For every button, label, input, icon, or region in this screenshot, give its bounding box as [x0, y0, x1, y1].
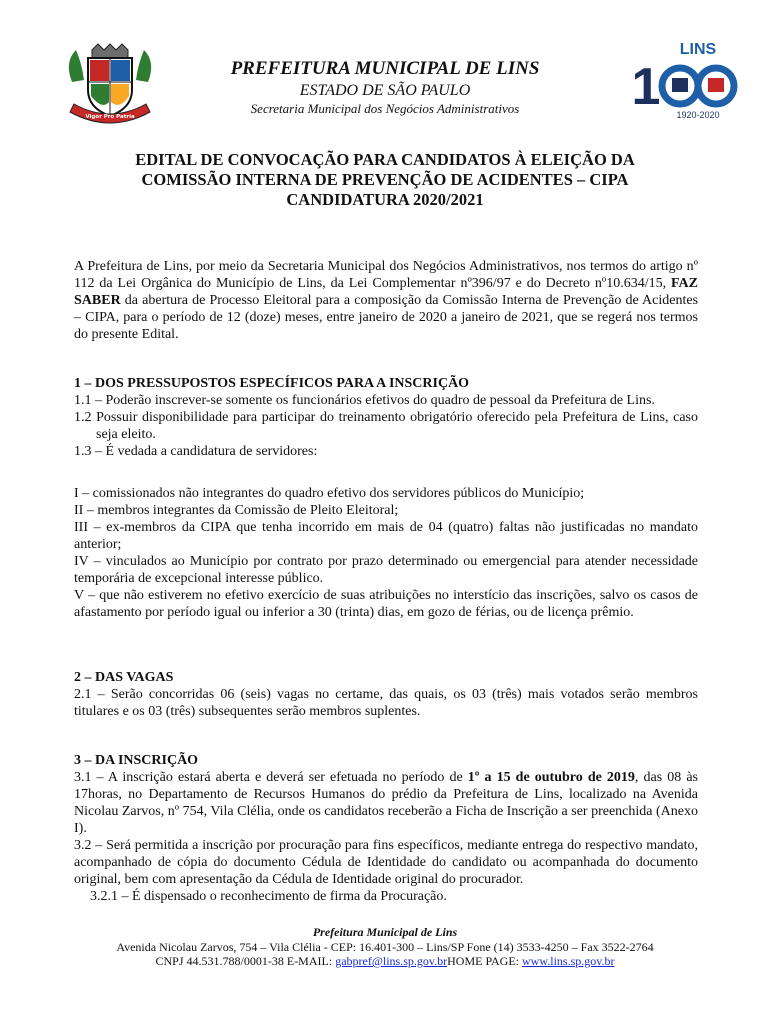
- svg-text:1: 1: [632, 58, 661, 116]
- roman-item: III – ex-membros da CIPA que tenha incorrido em mais de 04 (quatro) faltas não justificadas no mandato anterior;: [74, 520, 698, 552]
- section-3-subitem: 3.2.1 – É dispensado o reconhecimento de firma da Procuração.: [90, 889, 447, 904]
- svg-text:LINS: LINS: [679, 41, 717, 58]
- email-link[interactable]: gabpref@lins.sp.gov.br: [335, 954, 448, 968]
- section-1-item: 1.2 Possuir disponibilidade para participar do treinamento obrigatório oferecido pela Prefeitura de Lins, caso seja eleito.: [74, 410, 698, 442]
- lins-100-logo: [632, 38, 742, 122]
- edital-title-line: CANDIDATURA 2020/2021: [286, 190, 484, 209]
- section-3-item: 3.1 – A inscrição estará aberta e deverá ser efetuada no período de 1º a 15 de outubro de 2019, das 08 às 17horas, no Departamento de Recursos Humanos do prédio da Prefeitura de Lins, localizado na Avenida Nicolau Zarvos, nº 754, Vila Clélia, onde os candidatos receberão a Ficha de Inscrição a ser preenchida (Anexo I).: [74, 770, 698, 836]
- header-secretariat: Secretaria Municipal dos Negócios Administrativos: [250, 101, 520, 116]
- edital-title-line: COMISSÃO INTERNA DE PREVENÇÃO DE ACIDENTES – CIPA: [141, 170, 629, 189]
- section-2-title: 2 – DAS VAGAS: [74, 670, 174, 685]
- footer-title: Prefeitura Municipal de Lins: [312, 925, 458, 939]
- intro-paragraph: A Prefeitura de Lins, por meio da Secretaria Municipal dos Negócios Administrativos, nos termos do artigo nº 112 da Lei Orgânica do Município de Lins, da Lei Complementar nº396/97 e do Decreto nº10.634/15, FAZ SABER da abertura de Processo Eleitoral para a composição da Comissão Interna de Prevenção de Acidentes – CIPA, para o período de 12 (doze) meses, entre janeiro de 2020 a janeiro de 2021, que se regerá nos termos do presente Edital.: [74, 259, 698, 342]
- roman-item: II – membros integrantes da Comissão de Pleito Eleitoral;: [74, 503, 399, 518]
- header-title: PREFEITURA MUNICIPAL DE LINS: [230, 58, 540, 79]
- svg-text:Vigor Pro Patria: Vigor Pro Patria: [85, 114, 135, 120]
- section-1-title: 1 – DOS PRESSUPOSTOS ESPECÍFICOS PARA A INSCRIÇÃO: [74, 376, 470, 391]
- edital-title-line: EDITAL DE CONVOCAÇÃO PARA CANDIDATOS À ELEIÇÃO DA: [135, 150, 635, 169]
- edital-title: [70, 150, 700, 210]
- roman-item: IV – vinculados ao Município por contrato por prazo determinado ou emergencial para atender necessidade temporária de excepcional interesse público.: [74, 554, 698, 586]
- header-state: ESTADO DE SÃO PAULO: [299, 82, 471, 99]
- section-3-item: 3.2 – Será permitida a inscrição por procuração para fins específicos, mediante entrega do respectivo mandato, acompanhado de cópia do documento Cédula de Identidade do candidato ou acompanhada do documento original, bem com apresentação da Cédula de Identidade original do procurador.: [74, 838, 698, 887]
- page-header: [0, 0, 770, 130]
- roman-item: I – comissionados não integrantes do quadro efetivo dos servidores públicos do Município;: [74, 486, 585, 501]
- homepage-link[interactable]: www.lins.sp.gov.br: [522, 954, 615, 968]
- footer-address: Avenida Nicolau Zarvos, 754 – Vila Clélia - CEP: 16.401-300 – Lins/SP Fone (14) 3533-4250 – Fax 3522-2764: [116, 939, 654, 954]
- section-3: [74, 752, 698, 905]
- footer-contacts: CNPJ 44.531.788/0001-38 E-MAIL: gabpref@lins.sp.gov.brHOME PAGE: www.lins.sp.gov.br: [155, 954, 615, 968]
- section-2: [74, 669, 698, 720]
- coat-of-arms-icon: [62, 42, 158, 132]
- faz-saber: FAZ SABER: [74, 276, 698, 308]
- section-1-item: 1.1 – Poderão inscrever-se somente os funcionários efetivos do quadro de pessoal da Prefeitura de Lins.: [74, 393, 655, 408]
- section-3-title: 3 – DA INSCRIÇÃO: [74, 753, 199, 768]
- page-footer: [40, 925, 730, 969]
- section-1-roman-list: [74, 485, 698, 621]
- svg-text:1920-2020: 1920-2020: [676, 110, 720, 120]
- section-1: [74, 375, 698, 460]
- section-2-item: 2.1 – Serão concorridas 06 (seis) vagas no certame, das quais, os 03 (três) mais votados serão membros titulares e os 03 (três) subsequentes serão membros suplentes.: [74, 687, 698, 719]
- inscription-period: 1º a 15 de outubro de 2019: [467, 770, 635, 785]
- roman-item: V – que não estiverem no efetivo exercício de suas atribuições no interstício das inscrições, salvo os casos de afastamento por período igual ou inferior a 30 (trinta) dias, em gozo de férias, ou de licença prêmio.: [74, 588, 698, 620]
- section-1-item: 1.3 – É vedada a candidatura de servidores:: [74, 444, 318, 459]
